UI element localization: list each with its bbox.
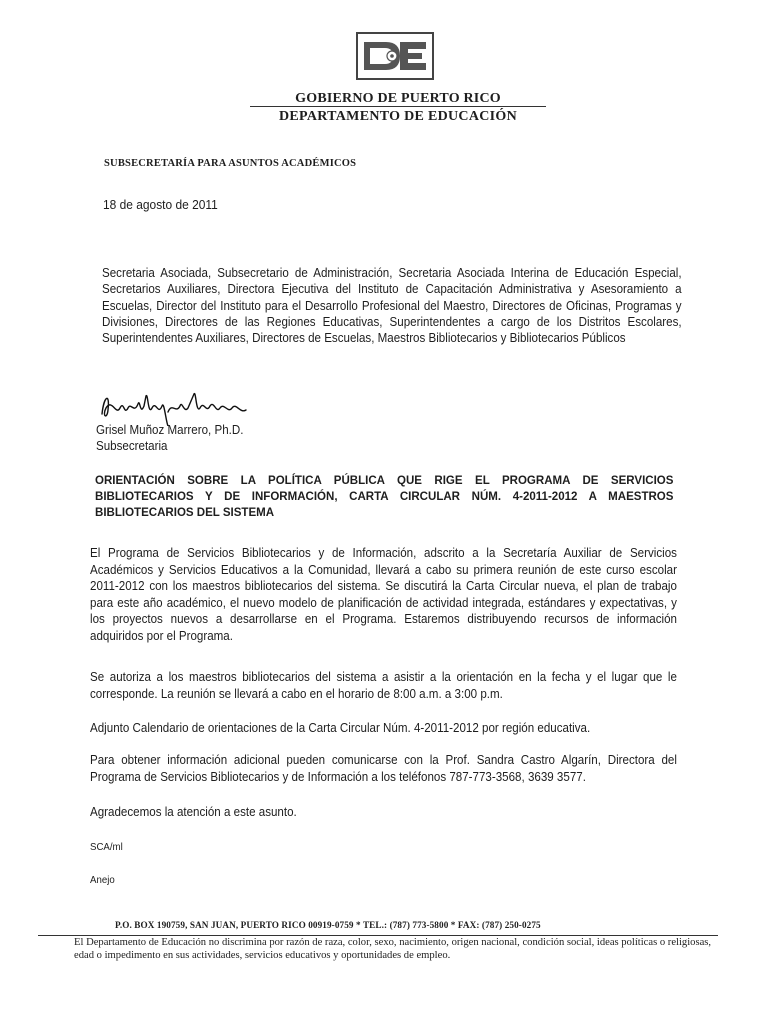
body-paragraph-5: Agradecemos la atención a este asunto. xyxy=(90,805,297,819)
body-paragraph-4: Para obtener información adicional pueden comunicarse con la Prof. Sandra Castro Algarín, Directora del Programa de Servicios Bibliotecarios y de Información a los teléfonos 787-773-3568, 3639 3577. xyxy=(90,753,677,784)
body-paragraph-1: El Programa de Servicios Bibliotecarios y de Información, adscrito a la Secretaría Auxiliar de Servicios Académicos y Servicios Educativos a la Comunidad, llevará a cabo su primera reunión de este curso escolar 2011-2012 con los maestros bibliotecarios del sistema. Se discutirá la Carta Circular nueva, el plan de trabajo para este año académico, el nuevo modelo de planificación de actividad integrada, estándares y expectativas, y los proyectos nuevos a desarrollarse en el Programa. Estaremos distribuyendo recursos de información adquiridos por el Programa. xyxy=(90,546,677,643)
signatory-title: Subsecretaria xyxy=(96,439,168,453)
footer-address: P.O. BOX 190759, SAN JUAN, PUERTO RICO 00919-0759 * TEL.: (787) 773-5800 * FAX: (787) 250-0275 xyxy=(115,920,541,930)
department-name: DEPARTAMENTO DE EDUCACIÓN xyxy=(278,109,518,124)
signatory-name: Grisel Muñoz Marrero, Ph.D. xyxy=(96,423,244,437)
footer-disclaimer: El Departamento de Educación no discrimina por razón de raza, color, sexo, nacimiento, origen nacional, condición social, ideas políticas o religiosas, edad o impedimento en sus actividades, servicios educativos y oportunidades de empleo. xyxy=(74,937,712,961)
department-of-education-seal-icon xyxy=(356,32,434,80)
signatory xyxy=(96,422,243,454)
letter-date: 18 de agosto de 2011 xyxy=(103,197,218,212)
body-paragraph-2: Se autoriza a los maestros bibliotecarios del sistema a asistir a la orientación en la fecha y el lugar que le corresponde. La reunión se llevará a cabo en el horario de 8:00 a.m. a 3:00 p.m. xyxy=(90,670,677,701)
body-paragraph-3: Adjunto Calendario de orientaciones de la Carta Circular Núm. 4-2011-2012 por región educativa. xyxy=(90,721,591,735)
handwritten-signature xyxy=(98,386,278,426)
letter-subject: ORIENTACIÓN SOBRE LA POLÍTICA PÚBLICA QUE RIGE EL PROGRAMA DE SERVICIOS BIBLIOTECARIOS Y DE INFORMACIÓN, CARTA CIRCULAR NÚM. 4-2011-2012 A MAESTROS BIBLIOTECARIOS DEL SISTEMA xyxy=(95,473,674,519)
enclosure-note: Anejo xyxy=(90,874,115,886)
office-name: SUBSECRETARÍA PARA ASUNTOS ACADÉMICOS xyxy=(104,158,357,169)
reference-initials: SCA/ml xyxy=(90,841,123,853)
recipients: Secretaria Asociada, Subsecretario de Administración, Secretaria Asociada Interina de Educación Especial, Secretarios Auxiliares, Directora Ejecutiva del Instituto de Capacitación Administrativa y Asesoramiento a Escuelas, Director del Instituto para el Desarrollo Profesional del Maestro, Directores de Oficinas, Programas y Divisiones, Directores de las Regiones Educativas, Superintendentes a cargo de los Distritos Escolares, Superintendentes Auxiliares, Directores de Escuelas, Maestros Bibliotecarios y Bibliotecarios Públicos xyxy=(102,266,682,346)
government-name: GOBIERNO DE PUERTO RICO xyxy=(295,91,501,106)
